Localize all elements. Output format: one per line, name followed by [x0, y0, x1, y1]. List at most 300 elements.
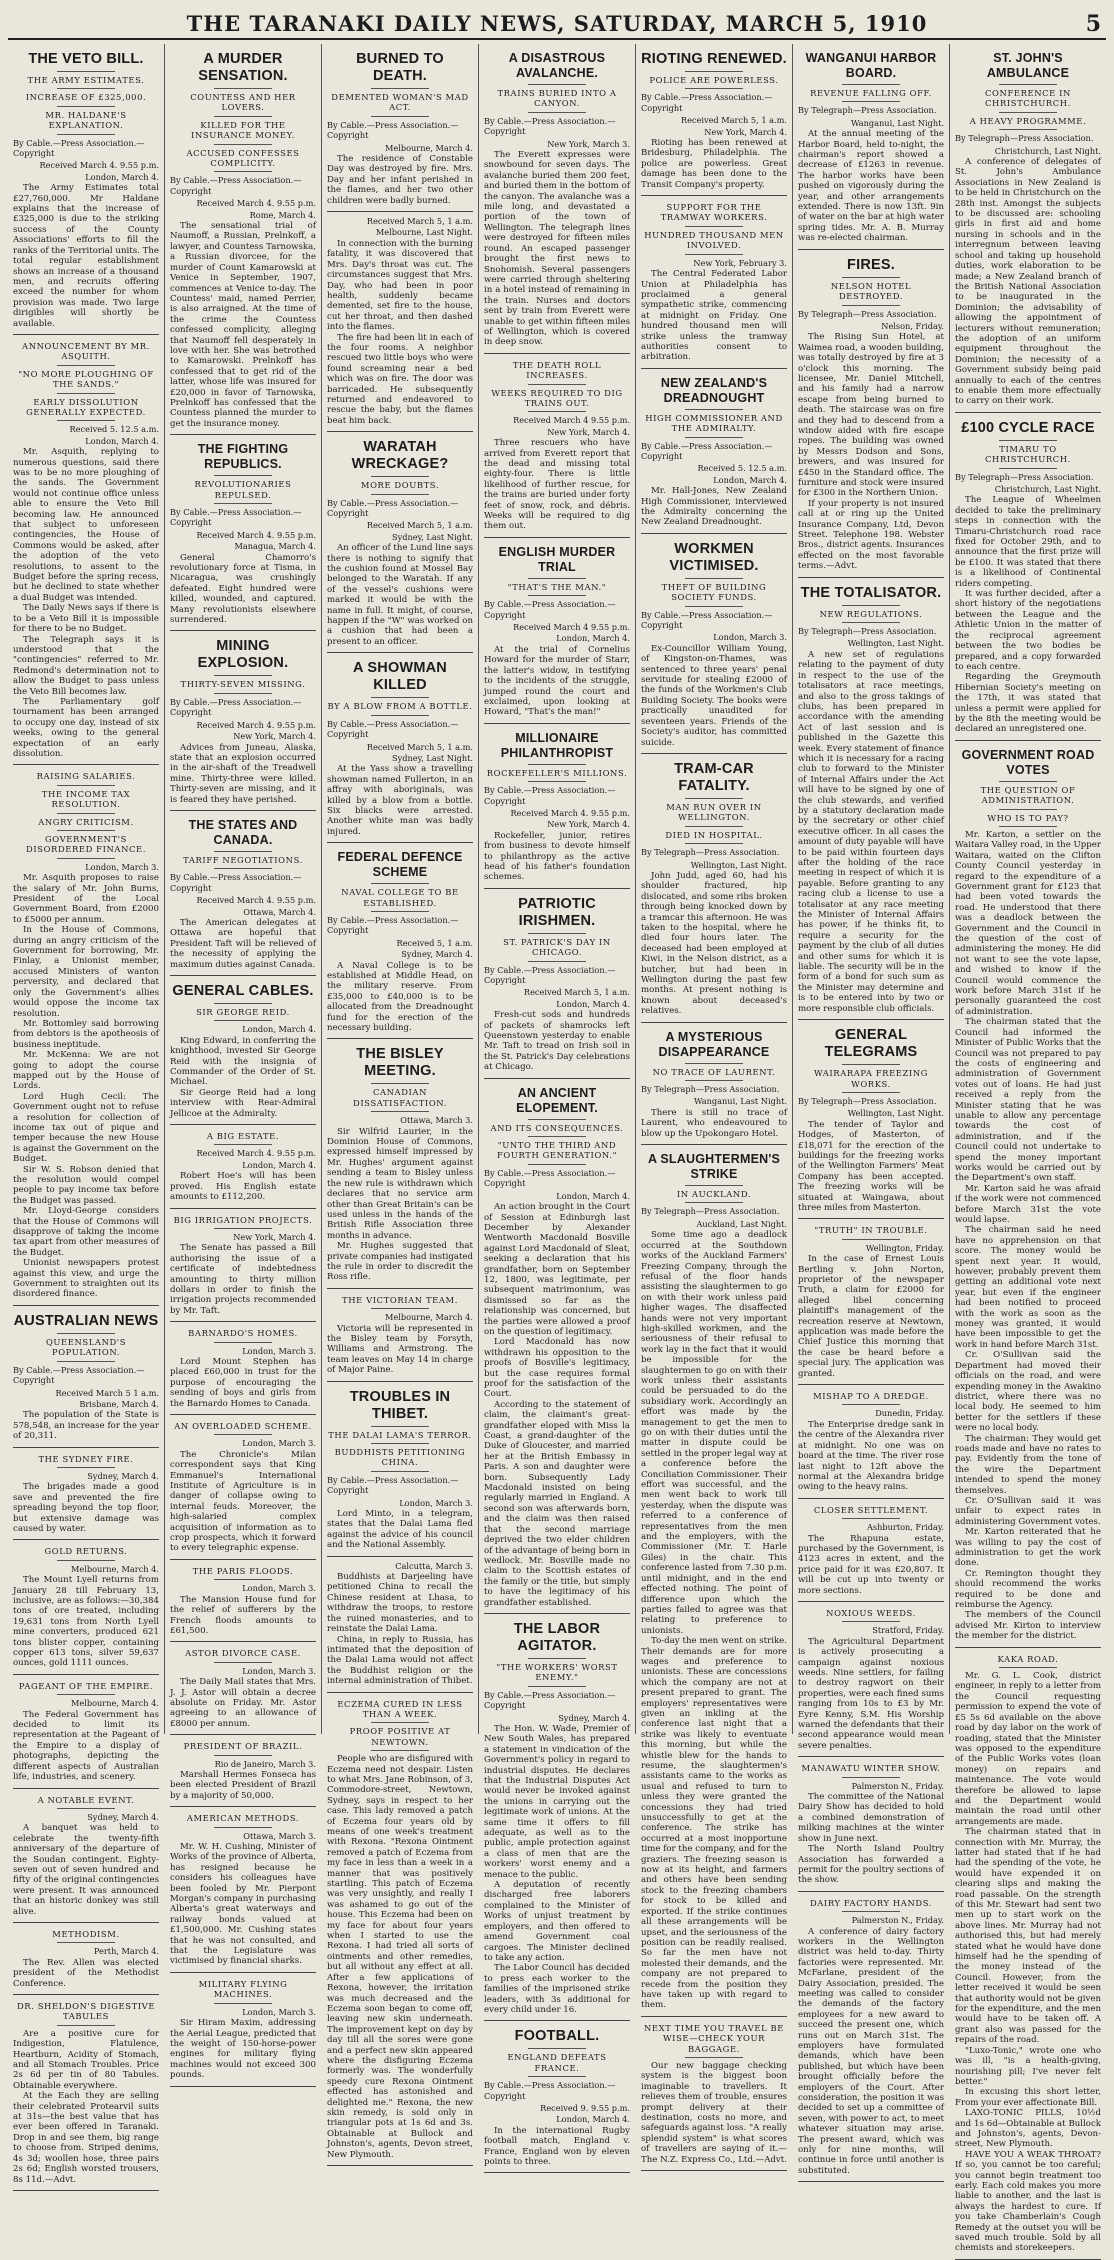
body-paragraph: Are a positive cure for Indigestion, Flatulence, Heartburn, Acidity of Stomach, and all Stomach Troubles. Price 2s 6d per tin of 80 Tabules. Obtainable everywhere.	[13, 2028, 159, 2091]
divider-rule	[999, 781, 1057, 782]
article	[484, 889, 630, 1079]
divider-rule	[999, 468, 1057, 469]
wire-credit: By Cable.—Press Association.—Copyright	[484, 599, 616, 620]
article-subhead: THE DALAI LAMA'S TERROR.	[328, 1429, 472, 1440]
article-subhead: GOVERNMENT'S DISORDERED FINANCE.	[26, 834, 146, 855]
page-number: 5	[1085, 11, 1102, 37]
divider-rule	[685, 2057, 743, 2058]
body-paragraph: Some time ago a deadlock occurred at the Southdown works of the Auckland Farmers' Freezing Company, through the refusal of the floor hands assisting the slaughtermen to go on with their work unless paid higher wages. The disaffected hands were not very important high-skilled workmen, and the seriousness of their refusal to work lay in the fact that it would be impossible for the slaughtermen to go on with their work unless their assistants could be persuaded to do the subsidiary work. Accordingly an effort was made by the management to get the men to go on with their duties until the matter in dispute could be settled in the proper legal way at a conference before the Conciliation Commissioner. Their effort was successful, and the men went back to work till yesterday, when the dispute was referred to a conference of representatives from the men and the employers, with the Commissioner (Mr. T. Harle Giles) in the chair. This conference lasted from 7.30 p.m. until midnight, and in the end effected nothing. The point of difference upon which the parties failed to agree was that relating to preference to unionists.	[641, 1230, 787, 1636]
divider-rule	[371, 88, 429, 89]
wire-credit: By Cable.—Press Association.—Copyright	[327, 119, 459, 141]
divider-rule	[999, 440, 1057, 441]
article-headline: THE VETO BILL.	[28, 51, 144, 67]
columns	[8, 44, 1106, 2254]
article-headline: £100 CYCLE RACE	[961, 419, 1095, 436]
dateline: Received 9. 9.55 p.m.	[540, 2102, 630, 2113]
article-subhead: MAN RUN OVER IN WELLINGTON.	[666, 801, 762, 823]
divider-rule	[685, 606, 743, 607]
article-headline: FIRES.	[847, 256, 895, 273]
wire-credit: By Cable.—Press Association.—Copyright	[641, 440, 773, 461]
wire-credit: By Telegraph—Press Association.	[798, 105, 937, 116]
body-paragraph: The Army Estimates total £27,760,000. Mr Haldane explains that the increase of £325,000 is due to the striking success of the County Associations' efforts to fill the ranks of the Territorial units. The total regular establishment shows an increase of a thousand men, and recruits offering exceed the number for whom provision was made. Two large dirigibles will shortly be available.	[13, 183, 159, 329]
article	[955, 1648, 1101, 2260]
article-headline: THE BISLEY MEETING.	[356, 1046, 444, 1080]
article-headline: A MURDER SENSATION.	[198, 51, 288, 84]
article-subhead: ACCUSED CONFESSES COMPLICITY.	[186, 147, 300, 169]
dateline: New York, March 4.	[233, 731, 316, 742]
divider-rule	[57, 88, 115, 89]
divider-rule	[528, 961, 586, 962]
dateline: Christchurch, Last Night.	[994, 484, 1101, 494]
body-paragraph: The Central Federated Labor Union at Philadelphia has proclaimed a general sympathetic strike, commencing at midnight on Friday. One hundred thousand men will strike unless the tramway authorities consent to arbitration.	[641, 269, 787, 363]
body-paragraph: Victoria will be represented in the Bisley team by Forsyth, Williams and Armstrong. The team leaves on May 14 in charge of Major Paine.	[327, 1323, 473, 1376]
dateline: London, March 3.	[242, 1345, 316, 1356]
article	[798, 250, 944, 578]
article	[955, 741, 1101, 1648]
wire-credit: By Telegraph—Press Association.	[798, 626, 937, 637]
article-subhead: ST. PATRICK'S DAY IN CHICAGO.	[503, 936, 611, 958]
dateline: Received March 4. 9.55 p.m.	[196, 529, 316, 540]
article-subhead: DIED IN HOSPITAL.	[665, 829, 763, 840]
divider-rule	[371, 1083, 429, 1084]
dateline: New York, March 4.	[547, 426, 630, 437]
body-paragraph: At the Each they are selling their celebrated Protearvil suits at 31s—the best value that has ever been offered in Taranaki. Drop in and see them, big range to choose from. Striped denims, 4s 3d; woollen hose, three pairs 2s 6d; English worsted trousers, 8s 11d.—Advt.	[13, 2091, 159, 2185]
dateline: Sydney, Last Night.	[392, 752, 473, 763]
article	[170, 1807, 316, 1973]
body-paragraph: A new set of regulations relating to the payment of duty in respect to the use of the totalisators at race meetings, and also to the gross takings of clubs, has been prepared in accordance with the amending Act of last session and is published in the Gazette this week. Every statement of finance which it is necessary for a racing club to forward to the Minister of Internal Affairs under the Act will have to be signed by one of the club stewards, and verified by a statutory declaration made by the secretary or other chief executive officer. In all cases the amount of duty payable will have to be paid within fourteen days after the holding of the race meeting in respect of which it is payable. Before granting to any racing club a license to use a totalisator at any race meeting the Minister of Internal Affairs has power, if he thinks fit, to require a security for the payment by the club of all duties and other sums for which it is liable. The security will be in the form of a bond for such sum as the Minister may determine and is to be entered into by two or more responsible club officials.	[798, 649, 944, 1014]
article-headline: A MYSTERIOUS DISAPPEARANCE	[658, 1029, 770, 1059]
dateline: London, March 4.	[556, 998, 630, 1009]
body-paragraph: In connection with the burning fatality, it was discovered that Mrs. Day's throat was cut. The circumstances suggest that Mrs. Day, who had been in poor health, suddenly became demented, set fire to the house, cut her throat, and then dashed into the flames.	[327, 238, 473, 333]
article	[641, 1145, 787, 2017]
body-paragraph: A banquet was held to celebrate the twenty-fifth anniversary of the departure of the Soudan contingent. Eighty-seven out of seven hundred and fifty of the original contingencies were present. It was announced that an historic donkey was still alive.	[13, 1823, 159, 1917]
body-paragraph: Cr. O'Sullivan said the Department had moved their officials on the road, and were expending money in the Awakino district, where there was no local body. He seemed to him better for the settlers if these were no local body.	[955, 1350, 1101, 1434]
divider-rule	[371, 883, 429, 884]
dateline: Wanganui, Last Night.	[694, 1096, 787, 1107]
divider-rule	[371, 116, 429, 117]
dateline: London, March 3.	[713, 632, 787, 643]
column-3	[322, 44, 479, 2160]
article-subhead: PRESIDENT OF BRAZIL.	[183, 1741, 303, 1752]
article	[641, 534, 787, 754]
divider-rule	[528, 384, 586, 385]
dateline: Sydney, March 4.	[87, 1811, 159, 1822]
body-paragraph: The North Island Poultry Association has forwarded a permit for the poultry sections of the show.	[798, 1844, 944, 1886]
article	[170, 44, 316, 435]
body-paragraph: In the House of Commons, during an angry criticism of the Government for borrowing, Mr. Finlay, a Unionist member, accused Ministers of wanton perversity, and declared that only the Government's allies would oppose the income tax resolution.	[13, 925, 159, 1019]
body-paragraph: At the trial of Cornelius Howard for the murder of Starr, the latter's widow, in testifying to the incidents of the struggle, jumped round the court and exclaimed, upon looking at Howard, "That's the man!"	[484, 644, 630, 718]
article-subhead: DR. SHELDON'S DIGESTIVE TABULES	[16, 2001, 156, 2022]
dateline: Received March 4 9.55 p.m.	[513, 622, 630, 633]
divider-rule	[57, 1942, 115, 1943]
article-subhead: TARIFF NEGOTIATIONS.	[183, 854, 303, 865]
article-subhead: WAIRARAPA FREEZING WORKS.	[813, 1068, 929, 1089]
body-paragraph: People who are disfigured with Eczema need not despair. Listen to what Mrs. Jane Robinson, of 3, Commodore-street, Newtown, Sydney, says in respect to her case. This lady removed a patch of Eczema four years old by means of one week's treatment with Rexona. "Rexona Ointment removed a patch of Eczema from my face in less than a week in a manner that was positively startling. This patch of Eczema was very unsightly, and really I was ashamed to go out of the house. This Eczema had been on my face for about four years when I started to use the Rexona. I had tried all sorts of ointments and other remedies, but all without any effect at all. After a few applications of Rexona, however, the irritation was much decreased and the Eczema soon began to come off, leaving new skin underneath. The improvement kept on day by day till all the sores were gone and a perfect new skin appeared where the disfiguring Eczema formerly was. The wonderfully speedy cure Rexona Ointment effected has astonished and delighted me." Rexona, the new skin remedy, is sold only in triangular pots at 1s 6d and 3s. Obtainable at Bullock and Johnston's, agents, Devon street, New Plymouth.	[327, 1754, 473, 2160]
divider-rule	[528, 578, 586, 579]
divider-rule	[528, 84, 586, 85]
body-paragraph: Sir George Reid had a long interview with Rear-Admiral Jellicoe at the Admiralty.	[170, 1087, 316, 1119]
dateline: Received March 4. 9.55 p.m.	[196, 895, 316, 906]
divider-rule	[214, 1662, 272, 1663]
body-paragraph: The Labor Council has decided to press each worker to the families of the imprisoned strike leaders, with 3s additional for every child under 16.	[484, 1963, 630, 2015]
article-subhead: THE INCOME TAX RESOLUTION.	[41, 788, 131, 810]
body-paragraph: Lord Hugh Cecil: The Government ought not to refuse a resolution for collection of income tax out of pique and temper because the new House is against the Government on the Budget.	[13, 1091, 159, 1165]
body-paragraph: Rioting has been renewed at Bridesburg, Philadelphia. The police are powerless. Great damage has been done to the Transit Company's property.	[641, 138, 787, 190]
article-subhead: ANGRY CRITICISM.	[38, 816, 134, 827]
article-subhead: "UNTO THE THIRD AND FOURTH GENERATION."	[496, 1140, 618, 1161]
body-paragraph: Cr. O'Sullivan said it was unfair to expect rates in administering Government votes.	[955, 1495, 1101, 1527]
body-paragraph: The sensational trial of Naumoff, a Russian, Prelnkoff, a lawyer, and Countess Tarnowska, a Russian divorcee, for the murder of Count Kamarowski at Venice in September, 1907, commences at Venice to-day. The Countess' maid, named Perrier, is also arraigned. At the time of the crime the Countess confessed complicity, alleging that Naumoff fell desperately in love with her. She was betrothed to Kamarowski. Prelnkoff has confessed that to get rid of the latter, whose life was insured for £20,000 in favor of Tarnowska, Prelnkoff has confessed that the Countess planned the murder to get the insurance money.	[170, 221, 316, 429]
dateline: Palmerston N., Friday.	[851, 1915, 944, 1926]
dateline: London, March 3.	[242, 1583, 316, 1594]
article	[170, 1209, 316, 1323]
article	[641, 196, 787, 369]
wire-credit: By Telegraph—Press Association.	[798, 1095, 937, 1106]
article-headline: MILLIONAIRE PHILANTHROPIST	[500, 730, 614, 760]
article	[13, 1306, 159, 1448]
body-paragraph: Mr. Karton said he was afraid if the work were not commenced before March 31st the vote would lapse.	[955, 1183, 1101, 1225]
article	[484, 1614, 630, 2021]
article-headline: RIOTING RENEWED.	[641, 51, 787, 67]
body-paragraph: General Chamorro's revolutionary force at Tisma, in Nicaragua, was crushingly defeated. Eight hundred were killed, wounded, and captured. Many revolutionists elsewhere surrendered.	[170, 552, 316, 626]
article-subhead: THE DEATH ROLL INCREASES.	[512, 359, 602, 381]
article	[798, 1219, 944, 1385]
wire-credit: By Cable.—Press Association.—Copyright	[327, 497, 459, 518]
article	[170, 1560, 316, 1642]
divider-rule	[842, 1518, 900, 1519]
article	[13, 1675, 159, 1789]
divider-rule	[685, 1185, 743, 1186]
article-subhead: BARNARDO'S HOMES.	[188, 1328, 298, 1339]
body-paragraph: Mr. Asquith, replying to numerous questions, said there was to be no more ploughing of the sands. The Government would not continue office unless able to ensure the Veto Bill becoming law. He announced that subject to unforeseen contingencies, the House of Commons would be asked, after the adoption of the veto resolutions, to assent to the Budget before the spring recess, but he declined to state whether a dual Budget was intended.	[13, 447, 159, 603]
body-paragraph: The residence of Constable Day was destroyed by fire. Mrs. Day and her infant perished in the flames, and her two other children were badly burned.	[327, 154, 473, 206]
dateline: London, March 4.	[85, 435, 159, 446]
divider-rule	[842, 101, 900, 102]
body-paragraph: The Agricultural Department is actively prosecuting a campaign against noxious weeds. Nine settlers, for failing to destroy ragwort on their properties, were each fined sums ranging from 10s to £3 by Mr. Eyre Kenny, S.M. His Worship warned the defendants that their second appearance would mean severe penalties.	[798, 1636, 944, 1751]
body-paragraph: Mr. G. L. Cook, district engineer, in reply to a letter from the Council requesting permission to expend the vote of £5 5s 6d available on the above road by day labor on the work of roading, stated that the Minister was opposed to the expenditure of the Public Works votes (loan money) on repairs and maintenance. The vote would therefore be allowed to lapse and the Department would maintain the road until other arrangements are made.	[955, 1671, 1101, 1827]
body-paragraph: The Hon. W. Wade, Premier of New South Wales, has prepared a statement in vindication of the Government's policy in regard to industrial disputes. He declares that the Industrial Disputes Act would never be invoked against the unions in carrying out the legitimate work of unions. At the same time it offers to fill adequate, as well as to the public, ample protection against a class of men that are the workers' worst enemy and a menace to the public.	[484, 1723, 630, 1880]
article-headline: ENGLISH MURDER TRIAL	[498, 544, 616, 574]
article-subhead: THIRTY-SEVEN MISSING.	[180, 679, 306, 690]
divider-rule	[528, 1686, 586, 1687]
body-paragraph: Marshall Hermes Fonseca has been elected President of Brazil by a majority of 50,000.	[170, 1769, 316, 1801]
article	[13, 335, 159, 765]
divider-rule	[371, 1750, 429, 1751]
body-paragraph: The population of the State is 578,548, an increase for the year of 20,311.	[13, 1410, 159, 1442]
column-5	[636, 44, 793, 2165]
body-paragraph: Ex-Councillor William Young, of Kingston-on-Thames, was sentenced to three years' penal servitude for stealing £2000 of the funds of the Workmen's Club Building Society. The books were practically unaudited for seventeen years. Friends of the Society's auditor, has committed suicide.	[641, 643, 787, 748]
dateline: Ashburton, Friday.	[867, 1522, 944, 1533]
divider-rule	[57, 1808, 115, 1809]
body-paragraph: A deputation of recently discharged free laborers complained to the Minister of Works of unjust treatment by employers, and then offered to amend Government coal cargoes. The Minister declined to take any action.	[484, 1880, 630, 1963]
article-subhead: REVOLUTIONARIES REPULSED.	[194, 479, 292, 500]
body-paragraph: The committee of the National Dairy Show has decided to hold a combined demonstration of milking machines at the winter show in June next.	[798, 1792, 944, 1844]
article-subhead: THE PARIS FLOODS.	[192, 1565, 294, 1576]
body-paragraph: It was further decided, after a short history of the negotiations between the League and the Athletic Union in the matter of the reciprocal agreement between the two bodies be prepared, and a copy forwarded to each centre.	[955, 589, 1101, 672]
article	[170, 631, 316, 810]
body-paragraph: Sir Hiram Maxim, addressing the Aerial League, predicted that the weight of 150-horse-power engines for military flying machines would not exceed 300 pounds.	[170, 2018, 316, 2081]
divider-rule	[57, 1560, 115, 1561]
wire-credit: By Cable.—Press Association.—Copyright	[13, 137, 145, 159]
wire-credit: By Cable.—Press Association.—Copyright	[484, 2080, 616, 2101]
dateline: Received March 4. 9.55 p.m.	[510, 807, 630, 818]
article	[170, 1735, 316, 1807]
article-subhead: HIGH COMMISSIONER AND THE ADMIRALTY.	[645, 412, 783, 434]
article-subhead: MANAWATU WINTER SHOW.	[801, 1763, 941, 1774]
divider-rule	[371, 494, 429, 495]
divider-rule	[999, 809, 1057, 810]
article-headline: TROUBLES IN THIBET.	[349, 1388, 451, 1422]
body-paragraph: An officer of the Lund line says there is nothing to signify that the cushion found at Mossel Bay belonged to the Waratah. If any of the vessel's cushions were marked it would be with the name in full. It might, of course, happen if the "W" was worked on a cushion that had been a present to an officer.	[327, 543, 473, 647]
dateline: Ottawa, March 3.	[243, 1830, 316, 1841]
divider-rule	[685, 409, 743, 410]
wire-credit: By Cable.—Press Association.—Copyright	[327, 718, 459, 740]
body-paragraph: Sir W. S. Robson denied that the resolution would compel people to pay income tax before the Budget was passed.	[13, 1164, 159, 1206]
body-paragraph: The tender of Taylor and Hodges, of Masterton, of £18,071 for the erection of the buildings for the freezing works of the Wellington Farmers' Meat Company has been accepted. The freezing works will be situated at Waingawa, about three miles from Masterton.	[798, 1119, 944, 1213]
divider-rule	[528, 2076, 586, 2077]
dateline: Ottawa, March 3.	[400, 1115, 473, 1126]
article	[798, 578, 944, 1020]
dateline: Palmerston N., Friday.	[851, 1780, 944, 1791]
body-paragraph: The American delegates at Ottawa are hopeful that President Taft will be relieved of the necessity of applying the maximum duties against Canada.	[170, 917, 316, 970]
body-paragraph: According to the statement of claim, the claimant's great-grandfather eloped with Miss la Coast, a grand-daughter of the Duke of Gloucester, and married her at the British Embassy in Paris. A son and daughter were born. Subsequently Lady Macdonald insisted on being regularly married in England. A second son was afterwards born, and the claim was then raised that the second marriage deprived the two elder children of the advantage of being born in wedlock. Mr. Bosville made no claim to the Scottish estates of the family or the title, but simply to have the legitimacy of his grandfather established.	[484, 1399, 630, 1608]
article-subhead: CLOSER SETTLEMENT.	[813, 1504, 929, 1515]
divider-rule	[214, 693, 272, 694]
article	[484, 44, 630, 354]
divider-rule	[842, 605, 900, 606]
dateline: London, March 4.	[713, 474, 787, 485]
article	[798, 44, 944, 250]
article	[170, 976, 316, 1125]
divider-rule	[842, 84, 900, 85]
divider-rule	[685, 1080, 743, 1081]
article-subhead: POLICE ARE POWERLESS.	[649, 75, 779, 85]
divider-rule	[214, 2003, 272, 2004]
divider-rule	[842, 1911, 900, 1912]
article-subhead: INCREASE OF £325,000.	[25, 92, 147, 103]
divider-rule	[57, 106, 115, 107]
body-paragraph: The Federal Government has decided to limit its representation at the Pageant of the Empire to a display of photographs, depicting the different aspects of Australian life, industries, and scenery.	[13, 1709, 159, 1783]
article	[955, 44, 1101, 413]
article-subhead: BIG IRRIGATION PROJECTS.	[173, 1214, 313, 1225]
dateline: Sydney, March 4.	[401, 949, 473, 960]
article-subhead: TRAINS BURIED INTO A CANYON.	[497, 88, 617, 109]
wire-credit: By Telegraph—Press Association.	[641, 1084, 780, 1095]
divider-rule	[528, 764, 586, 765]
divider-rule	[57, 365, 115, 366]
article-subhead: PROOF POSITIVE AT NEWTOWN.	[349, 1726, 451, 1747]
article-subhead: "THAT'S THE MAN."	[507, 581, 607, 592]
wire-credit: By Telegraph—Press Association.	[955, 471, 1094, 482]
article	[170, 1322, 316, 1415]
article-subhead: CONFERENCE IN CHRISTCHURCH.	[985, 88, 1071, 109]
body-paragraph: Buddhists at Darjeeling have petitioned China to recall the Chinese resident at Lhasa, to withdraw the troops, to restore the ruined monasteries, and to reinstate the Dalai Lama.	[327, 1572, 473, 1635]
divider-rule	[685, 437, 743, 438]
body-paragraph: An action brought in the Court of Session at Edinburgh last December by Alexander Wentworth Macdonald Bosville against Lord Macdonald of Sleat, seeking a declaration that his grandfather, born on September 12, 1800, was legitimate, per subsequent matrimonium, was dismissed so far as the relationship was concerned, but the parties were allowed a proof on the question of legitimacy.	[484, 1202, 630, 1337]
article-headline: A SLAUGHTERMEN'S STRIKE	[647, 1152, 781, 1182]
column-6	[793, 44, 950, 2176]
article	[798, 1499, 944, 1602]
divider-rule	[371, 1426, 429, 1427]
article-headline: NEW ZEALAND'S DREADNOUGHT	[660, 375, 768, 405]
article-headline: PATRIOTIC IRISHMEN.	[518, 895, 596, 929]
divider-rule	[371, 697, 429, 698]
body-paragraph: Mr. McKenna: We are not going to adopt the course mapped out by the House of Lords.	[13, 1050, 159, 1092]
divider-rule	[214, 144, 272, 145]
article-headline: WANGANUI HARBOR BOARD.	[805, 51, 937, 80]
body-paragraph: Rockefeller, junior, retires from business to devote himself to philanthropy as the active head of his father's foundation schemes.	[484, 830, 630, 883]
divider-rule	[57, 2025, 115, 2026]
article-subhead: DAIRY FACTORY HANDS.	[809, 1897, 933, 1908]
body-paragraph: A Naval College is to be established at Middle Head, on the military reserve. From £35,000 to £40,000 is to be allocated from the Dreadnought fund for the erection of the necessary building.	[327, 960, 473, 1034]
divider-rule	[57, 134, 115, 135]
body-paragraph: To-day the men went on strike. Their demands are for more wages and preference to unionists. These are concessions which the company are not at present prepared to grant. The employers' representatives were given an inkling at the conference last night that a strike was likely to eventuate this morning, but while the whistle blew for the hands to resume, the slaughtermen's assistants came to the works as usual and refused to turn to unless they were granted the concessions they had tried unsuccessfully to get at the conference. The strike has occurred at a most inopportune time for the company, and for the graziers. The freezing season is now at its height, and farmers and others have been sending stock to the freezing chambers for stock to be killed and exported. If the strike continues all these arrangements will be upset, and the seriousness of the position can be readily realised. So far the men have not molested their demands, and the company are not prepared to recede from the position they have taken up with regard to them.	[641, 1636, 787, 2011]
dateline: London, March 3.	[242, 1438, 316, 1449]
article	[641, 1023, 787, 1145]
article	[641, 44, 787, 196]
article-subhead: A HEAVY PROGRAMME.	[969, 115, 1087, 126]
dateline: Brisbane, March 4.	[79, 1398, 159, 1409]
article-subhead: NO TRACE OF LAURENT.	[652, 1066, 776, 1077]
body-paragraph: China, in reply to Russia, has intimated that the deposition of the Dalai Lama would not affect the Buddhist religion or the internal administration of Thibet.	[327, 1634, 473, 1687]
article-subhead: WEEKS REQUIRED TO DIG TRAINS OUT.	[491, 387, 623, 408]
dateline: London, March 3.	[85, 861, 159, 872]
divider-rule	[371, 1443, 429, 1444]
divider-rule	[57, 1467, 115, 1468]
dateline: Melbourne, March 4.	[385, 1312, 473, 1323]
article-subhead: DEMENTED WOMAN'S MAD ACT.	[331, 92, 469, 113]
divider-rule	[842, 1621, 900, 1622]
column-2	[165, 44, 322, 2081]
article-subhead: ANNOUNCEMENT BY MR. ASQUITH.	[22, 340, 150, 362]
wire-credit: By Cable.—Press Association.—Copyright	[484, 1167, 616, 1189]
article-headline: WORKMEN VICTIMISED.	[669, 540, 759, 574]
article	[327, 653, 473, 843]
body-paragraph: If your property is not insured call at or ring up the United Insurance Company, Ltd, Devon Street. Telephone 198. Webster Bros., district agents. Insurances effected on the most favorable terms.—Advt.	[798, 498, 944, 572]
divider-rule	[57, 1361, 115, 1362]
body-paragraph: Our new baggage checking system is the biggest boon imaginable to travellers. It relieves them of trouble, ensures prompt delivery at their destination, costs no more, and safeguards against loss. "A really splendid system" is what scores of travellers are saying of it.—The N.Z. Express Co., Ltd.—Advt.	[641, 2060, 787, 2165]
divider-rule	[214, 1755, 272, 1756]
dateline: Received March 5, 1 a.m.	[680, 115, 787, 126]
article	[170, 1973, 316, 2087]
divider-rule	[214, 116, 272, 117]
divider-rule	[214, 1020, 272, 1021]
dateline: Stratford, Friday.	[872, 1625, 944, 1636]
dateline: London, March 3.	[242, 2006, 316, 2017]
divider-rule	[371, 1471, 429, 1472]
wire-credit: By Cable.—Press Association.—Copyright	[484, 115, 616, 137]
wire-credit: By Cable.—Press Association.—Copyright	[13, 1364, 145, 1386]
divider-rule	[842, 622, 900, 623]
body-paragraph: At the annual meeting of the Harbor Board, held to-night, the chairman's report showed a decrease of £1263 in revenue. The harbor works have been pushed on vigorously during the year, and other arrangements extended. There is now 13ft. 9in of water on the bar at high water spring tides. Mr. A. B. Murray was re-elected chairman.	[798, 129, 944, 244]
column-1	[8, 44, 165, 2185]
article-subhead: NOXIOUS WEEDS.	[826, 1607, 916, 1618]
column-4	[479, 44, 636, 2167]
body-paragraph: LAXO-TONIC PILLS, 10½d and 1s 6d—Obtainable at Bullock and Johnston's, agents, Devon-street, New Plymouth.	[955, 2108, 1101, 2150]
article-subhead: METHODISM.	[52, 1928, 120, 1939]
body-paragraph: A conference of delegates of St. John's Ambulance Associations in New Zealand is to be held in Christchurch on the 28th inst. Amongst the subjects to be discussed are: schooling girls in first aid and home nursing in schools and in the interregnum between leaving school and taking up household duties, work elaboration to be made; a New Zealand branch of the British National Association to be inaugurated in the Dominion; the advisability of allowing the appointment of lecturers without remuneration; the adoption of an uniform equipment throughout the Dominion; the necessity of a Government subsidy being paid annually to each of the centres to enable them more effectually to carry on their work.	[955, 157, 1101, 407]
article-subhead: "NO MORE PLOUGHING OF THE SANDS."	[18, 368, 154, 390]
article	[170, 811, 316, 976]
divider-rule	[528, 1119, 586, 1120]
body-paragraph: Mr. Hall-Jones, New Zealand High Commissioner, interviewed the Admiralty concerning the New Zealand Dreadnought.	[641, 486, 787, 528]
article-subhead: GOLD RETURNS.	[44, 1546, 128, 1557]
article-headline: THE LABOR AGITATOR.	[513, 1620, 601, 1654]
masthead-title: THE TARANAKI DAILY NEWS, SATURDAY, MARCH 5, 1910	[186, 11, 928, 36]
body-paragraph: The Rev. Allen was elected president of the Methodist Conference.	[13, 1957, 159, 1989]
dateline: Melbourne, March 4.	[385, 142, 473, 153]
article-subhead: COUNTESS AND HER LOVERS.	[190, 92, 296, 113]
article-subhead: BUDDHISTS PETITIONING CHINA.	[334, 1447, 466, 1468]
article-subhead: THE ARMY ESTIMATES.	[27, 75, 145, 85]
article-headline: THE TOTALISATOR.	[800, 584, 942, 601]
divider-rule	[214, 675, 272, 676]
dateline: Auckland, Last Night.	[696, 1218, 787, 1229]
article	[798, 1602, 944, 1757]
body-paragraph: Mr. Karton reiterated that he was willing to pay the cost of administration to get the work done.	[955, 1527, 1101, 1569]
article	[170, 1415, 316, 1560]
dateline: Sydney, March 4.	[558, 1712, 630, 1723]
article-subhead: THE VICTORIAN TEAM.	[342, 1294, 458, 1305]
body-paragraph: Lord Mount Stephen has placed £60,000 in trust for the purpose of encouraging the sending of boys and girls from the Barnardo Homes to Canada.	[170, 1356, 316, 1409]
wire-credit: By Cable.—Press Association.—Copyright	[327, 914, 459, 936]
divider-rule	[214, 1003, 272, 1004]
body-paragraph: The Daily News says if there is to be a Veto Bill it is impossible for there to be no Budget.	[13, 603, 159, 635]
body-paragraph: In the international Rugby football match, England v. France, England won by eleven points to three.	[484, 2125, 630, 2167]
article	[13, 1540, 159, 1674]
wire-credit: By Cable.—Press Association.—Copyright	[484, 1689, 616, 1711]
divider-rule	[685, 826, 743, 827]
article-headline: AUSTRALIAN NEWS	[13, 1312, 159, 1329]
article-headline: GOVERNMENT ROAD VOTES	[961, 747, 1095, 777]
body-paragraph: The chairman stated that in connection with Mr. Murray, the latter had stated that if he had had the spending of the vote, he would have expended it on clearing slips and making the road passable. On the strength of this Mr. Stewart had sent two men up to start work on the above lines. Mr. Murray had not authorised this, but had merely stated what he would have done himself had he the spending of the money instead of the Council. However, from the letter received it would be seen that authority would not be given for the expenditure, and the men would have to be taken off. A grant also was passed for the repairs of the road.	[955, 1827, 1101, 2046]
article-subhead: IN AUCKLAND.	[676, 1189, 752, 1200]
article-subhead: PAGEANT OF THE EMPIRE.	[18, 1680, 154, 1691]
article	[798, 1020, 944, 1219]
body-paragraph: Cr. Remington thought they should recommend the works required to be done and reimburse the Agency.	[955, 1568, 1101, 1611]
article-headline: TRAM-CAR FATALITY.	[674, 760, 754, 794]
dateline: Received 5. 12.5 a.m.	[69, 424, 159, 435]
article	[641, 369, 787, 534]
article-subhead: KILLED FOR THE INSURANCE MONEY.	[191, 119, 295, 141]
dateline: Perth, March 4.	[93, 1946, 159, 1957]
article-subhead: AND ITS CONSEQUENCES.	[490, 1122, 624, 1133]
dateline: Received March 5, 1 a.m.	[366, 216, 473, 227]
article	[484, 538, 630, 724]
article-headline: A DISASTROUS AVALANCHE.	[508, 51, 606, 80]
article-subhead: THEFT OF BUILDING SOCIETY FUNDS.	[661, 581, 767, 603]
article	[798, 1385, 944, 1499]
dateline: Received March 4. 9.55 p.m.	[39, 160, 159, 171]
divider-rule	[214, 868, 272, 869]
divider-rule	[371, 476, 429, 477]
article-subhead: NEXT TIME YOU TRAVEL BE WISE—CHECK YOUR BAGGAGE.	[644, 2022, 784, 2054]
article-subhead: ECZEMA CURED IN LESS THAN A WEEK.	[337, 1698, 463, 1719]
divider-rule	[214, 1228, 272, 1229]
dateline: London, March 3.	[399, 1497, 473, 1508]
divider-rule	[214, 1144, 272, 1145]
article-subhead: CANADIAN DISSATISFACTION.	[353, 1087, 447, 1108]
article-headline: MINING EXPLOSION.	[197, 638, 289, 672]
divider-rule	[57, 785, 115, 786]
article-headline: THE STATES AND CANADA.	[188, 817, 298, 847]
divider-rule	[214, 88, 272, 89]
divider-rule	[214, 851, 272, 852]
body-paragraph: The Chronicle's Milan correspondent says that King Emmanuel's International Institute of Agriculture is in danger of collapse owing to internal feuds. Moreover, the high-salaried complex acquisition of information as to crop prospects, which it forward to every telegraphic expense.	[170, 1449, 316, 1554]
body-paragraph: The fire had been lit in each of the four rooms. A neighbor rescued two little boys who were found screaming near a bed which was on fire. The door was barricaded. He subsequently returned and endeavored to rescue the baby, but the flames beat him back.	[327, 332, 473, 426]
article	[955, 413, 1101, 741]
article	[13, 765, 159, 1306]
